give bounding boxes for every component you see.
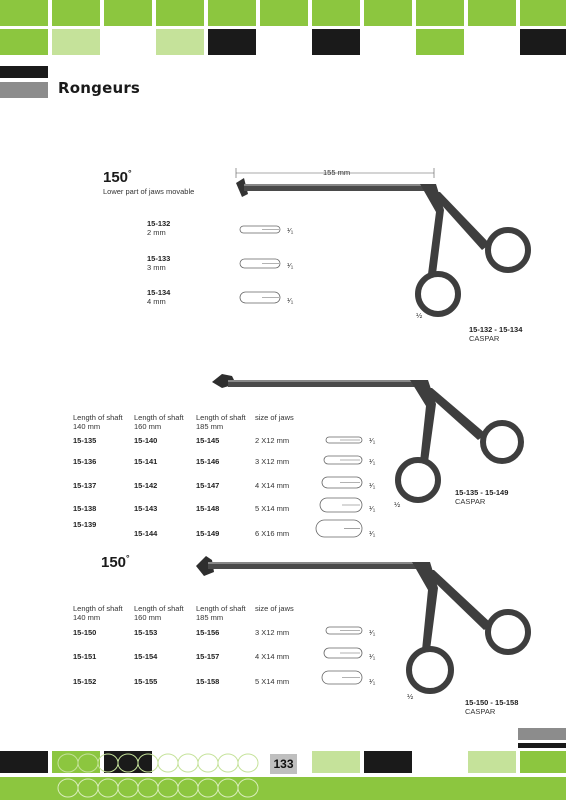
scale-label: ¹⁄₁ <box>369 677 376 686</box>
code-cell: 15-151 <box>73 652 97 661</box>
page-title: Rongeurs <box>58 79 141 97</box>
code-cell: 15-143 <box>134 504 158 513</box>
col-header: Length of shaft <box>73 413 123 422</box>
code-cell: 15-156 <box>196 628 220 637</box>
col-header: Length of shaft <box>134 604 184 613</box>
col-subheader: 140 mm <box>73 422 101 431</box>
code-cell: 15-144 <box>134 529 158 538</box>
item-code: 15-133 <box>147 254 171 263</box>
code-cell: 15-148 <box>196 504 220 513</box>
item-size: 4 mm <box>147 297 166 306</box>
jaw-size-cell: 6 X16 mm <box>255 529 290 538</box>
code-cell: 15-146 <box>196 457 220 466</box>
instrument-scale: ½ <box>416 311 423 320</box>
col-subheader: 140 mm <box>73 613 101 622</box>
model-name: CASPAR <box>465 707 496 716</box>
col-header: Length of shaft <box>73 604 123 613</box>
jaw-size-cell: 4 X14 mm <box>255 481 290 490</box>
code-cell: 15-138 <box>73 504 97 513</box>
col-subheader: 160 mm <box>134 613 162 622</box>
code-cell: 15-145 <box>196 436 220 445</box>
col-header: Length of shaft <box>134 413 184 422</box>
band-square <box>416 751 464 773</box>
scale-label: ¹⁄₁ <box>369 481 376 490</box>
item-size: 3 mm <box>147 263 166 272</box>
code-cell: 15-139 <box>73 520 97 529</box>
band-square <box>312 751 360 773</box>
instrument-scale: ½ <box>407 692 414 701</box>
col-subheader: 185 mm <box>196 613 224 622</box>
model-name: CASPAR <box>469 334 500 343</box>
model-range: 15-132 - 15-134 <box>469 325 523 334</box>
ring-ornament <box>56 777 266 799</box>
jaw-size-cell: 4 X14 mm <box>255 652 290 661</box>
code-cell: 15-140 <box>134 436 158 445</box>
band-square <box>520 751 566 773</box>
code-cell: 15-158 <box>196 677 220 686</box>
item-code: 15-132 <box>147 219 171 228</box>
col-header: Length of shaft <box>196 604 246 613</box>
jaw-size-cell: 5 X14 mm <box>255 677 290 686</box>
code-cell: 15-155 <box>134 677 158 686</box>
code-cell: 15-150 <box>73 628 97 637</box>
scale-label: ¹⁄₁ <box>369 652 376 661</box>
jaw-size-cell: 5 X14 mm <box>255 504 290 513</box>
scale-label: ¹⁄₁ <box>369 457 376 466</box>
code-cell: 15-153 <box>134 628 158 637</box>
scale-label: ¹⁄₁ <box>369 628 376 637</box>
jaw-size-cell: 2 X12 mm <box>255 436 290 445</box>
band-square <box>468 751 516 773</box>
page-number: 133 <box>270 754 297 774</box>
item-size: 2 mm <box>147 228 166 237</box>
code-cell: 15-147 <box>196 481 220 490</box>
instrument-scale: ½ <box>394 500 401 509</box>
ring-ornament <box>56 752 266 774</box>
model-range: 15-150 - 15-158 <box>465 698 519 707</box>
col-header: size of jaws <box>255 413 294 422</box>
band-square <box>518 743 566 748</box>
col-subheader: 160 mm <box>134 422 162 431</box>
code-cell: 15-135 <box>73 436 97 445</box>
jaw-size-cell: 3 X12 mm <box>255 628 290 637</box>
jaw-note: Lower part of jaws movable <box>103 187 195 196</box>
scale-label: ¹⁄₁ <box>369 529 376 538</box>
code-cell: 15-154 <box>134 652 158 661</box>
code-cell: 15-136 <box>73 457 97 466</box>
code-cell: 15-157 <box>196 652 220 661</box>
band-square <box>518 728 566 740</box>
band-square <box>0 751 48 773</box>
dimension-label: 155 mm <box>323 168 351 177</box>
col-header: Length of shaft <box>196 413 246 422</box>
code-cell: 15-149 <box>196 529 220 538</box>
angle-label: 150° <box>103 168 132 186</box>
model-range: 15-135 - 15-149 <box>455 488 509 497</box>
code-cell: 15-141 <box>134 457 158 466</box>
col-subheader: 185 mm <box>196 422 224 431</box>
scale-label: ¹⁄₁ <box>369 504 376 513</box>
model-name: CASPAR <box>455 497 486 506</box>
col-header: size of jaws <box>255 604 294 613</box>
jaw-size-cell: 3 X12 mm <box>255 457 290 466</box>
scale-label: ¹⁄₁ <box>287 226 294 235</box>
angle-label: 150° <box>101 553 130 571</box>
scale-label: ¹⁄₁ <box>287 296 294 305</box>
code-cell: 15-137 <box>73 481 97 490</box>
scale-label: ¹⁄₁ <box>369 436 376 445</box>
code-cell: 15-142 <box>134 481 158 490</box>
item-code: 15-134 <box>147 288 171 297</box>
code-cell: 15-152 <box>73 677 97 686</box>
scale-label: ¹⁄₁ <box>287 261 294 270</box>
band-square <box>364 751 412 773</box>
